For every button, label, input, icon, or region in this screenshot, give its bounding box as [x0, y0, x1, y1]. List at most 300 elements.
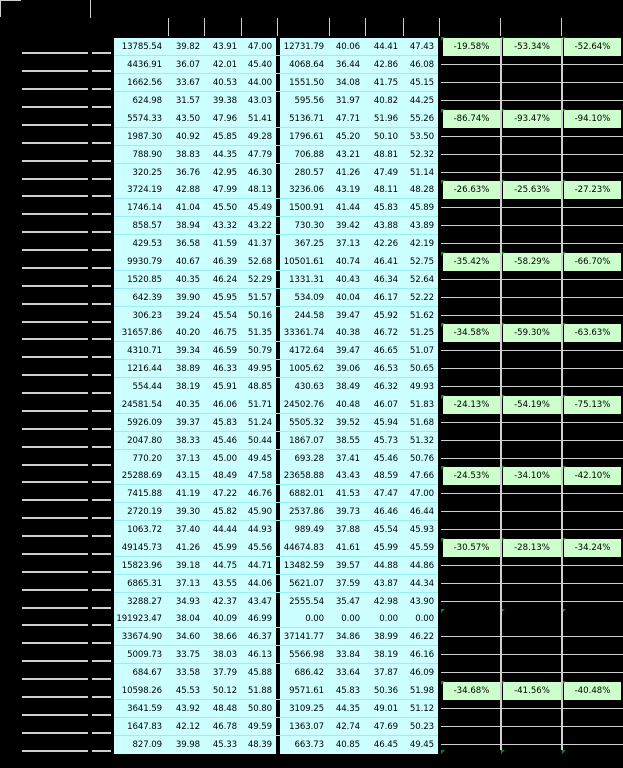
percent-change-cell[interactable]: -66.70%	[564, 253, 621, 271]
table-cell[interactable]: 39.06	[335, 364, 360, 374]
percent-change-cell[interactable]: -41.56%	[503, 682, 561, 700]
table-cell[interactable]: 46.65	[373, 346, 398, 356]
table-cell[interactable]: 37.41	[335, 453, 360, 464]
table-cell[interactable]: 46.46	[373, 507, 398, 517]
row-header-line[interactable]	[92, 464, 111, 466]
table-cell[interactable]: 45.54	[212, 310, 237, 321]
table-cell[interactable]: 46.78	[212, 721, 237, 732]
table-cell[interactable]: 43.47	[247, 596, 272, 607]
table-cell[interactable]: 24581.54	[121, 399, 162, 410]
row-header-line[interactable]	[92, 642, 111, 644]
table-cell[interactable]: 44.93	[247, 525, 272, 535]
percent-change-cell[interactable]: -34.58%	[443, 324, 500, 342]
table-cell[interactable]: 51.57	[247, 292, 272, 303]
table-cell[interactable]: 53.50	[409, 131, 434, 142]
table-cell[interactable]: 39.47	[335, 346, 360, 356]
row-header-line[interactable]	[92, 303, 111, 305]
row-header-line[interactable]	[92, 338, 111, 340]
table-cell[interactable]: 37141.77	[283, 632, 324, 642]
row-header-line[interactable]	[22, 428, 88, 430]
table-cell[interactable]: 44.41	[373, 42, 398, 52]
percent-change-cell[interactable]: -40.48%	[564, 682, 621, 700]
table-cell[interactable]: 41.59	[212, 239, 237, 249]
table-cell[interactable]: 6865.31	[127, 578, 162, 589]
table-cell[interactable]: 40.38	[335, 328, 360, 338]
table-cell[interactable]: 46.33	[212, 364, 237, 374]
table-cell[interactable]: 13785.54	[121, 42, 162, 52]
table-cell[interactable]: 49145.73	[121, 542, 162, 553]
percent-change-cell[interactable]: -34.10%	[503, 467, 561, 485]
table-cell[interactable]: 51.14	[409, 167, 434, 178]
table-cell[interactable]: 1331.31	[289, 274, 324, 285]
table-cell[interactable]: 51.68	[409, 417, 434, 428]
table-cell[interactable]: 51.88	[247, 685, 272, 696]
table-cell[interactable]: 50.23	[409, 721, 434, 732]
table-cell[interactable]: 41.04	[175, 203, 200, 213]
table-cell[interactable]: 38.03	[212, 650, 237, 660]
table-cell[interactable]: 34.93	[175, 596, 200, 607]
table-cell[interactable]: 49.59	[247, 721, 272, 732]
table-cell[interactable]: 45.99	[373, 542, 398, 553]
table-cell[interactable]: 45.83	[212, 417, 237, 428]
table-cell[interactable]: 46.32	[373, 382, 398, 392]
table-cell[interactable]: 770.20	[132, 453, 162, 464]
table-cell[interactable]: 42.88	[175, 185, 200, 195]
table-cell[interactable]: 40.82	[373, 96, 398, 106]
table-cell[interactable]: 45.99	[212, 542, 237, 553]
table-cell[interactable]: 45.90	[247, 507, 272, 517]
table-cell[interactable]: 595.56	[294, 96, 324, 106]
table-cell[interactable]: 44.88	[373, 560, 398, 571]
table-cell[interactable]: 46.72	[373, 328, 398, 338]
table-cell[interactable]: 43.21	[335, 149, 360, 160]
percent-change-cell[interactable]: -59.30%	[503, 324, 561, 342]
table-cell[interactable]: 5574.33	[127, 113, 162, 124]
table-cell[interactable]: 191923.47	[116, 614, 162, 624]
table-cell[interactable]: 788.90	[132, 149, 162, 160]
table-cell[interactable]: 42.37	[212, 596, 237, 607]
table-cell[interactable]: 827.09	[132, 739, 162, 750]
table-cell[interactable]: 33.58	[175, 668, 200, 678]
column-header-divider[interactable]	[90, 0, 91, 18]
table-cell[interactable]: 40.09	[212, 614, 237, 624]
table-cell[interactable]: 45.20	[335, 131, 360, 142]
row-header-line[interactable]	[22, 446, 88, 448]
table-cell[interactable]: 45.82	[212, 507, 237, 517]
table-cell[interactable]: 45.00	[212, 453, 237, 464]
row-header-line[interactable]	[92, 285, 111, 287]
table-cell[interactable]: 50.12	[212, 685, 237, 696]
row-header-line[interactable]	[92, 195, 111, 197]
table-cell[interactable]: 1662.56	[127, 78, 162, 88]
table-cell[interactable]: 52.32	[409, 149, 434, 160]
percent-change-cell[interactable]: -34.24%	[564, 539, 621, 557]
row-header-line[interactable]	[22, 285, 88, 287]
row-header-line[interactable]	[92, 607, 111, 609]
table-cell[interactable]: 40.06	[335, 42, 360, 52]
table-cell[interactable]: 51.12	[409, 703, 434, 714]
table-cell[interactable]: 33674.90	[121, 632, 162, 642]
row-header-line[interactable]	[92, 231, 111, 233]
table-cell[interactable]: 38.83	[175, 149, 200, 160]
table-cell[interactable]: 31657.86	[121, 328, 162, 338]
row-header-line[interactable]	[92, 446, 111, 448]
table-cell[interactable]: 1005.62	[289, 364, 324, 374]
table-cell[interactable]: 34.08	[335, 78, 360, 88]
table-cell[interactable]: 47.00	[247, 42, 272, 52]
table-cell[interactable]: 50.10	[373, 131, 398, 142]
table-cell[interactable]: 43.92	[175, 703, 200, 714]
table-cell[interactable]: 46.13	[247, 650, 272, 660]
table-cell[interactable]: 1987.30	[127, 131, 162, 142]
table-cell[interactable]: 45.53	[175, 685, 200, 696]
table-cell[interactable]: 39.52	[335, 417, 360, 428]
column-header-divider[interactable]	[204, 18, 205, 36]
percent-change-cell[interactable]: -25.63%	[503, 181, 561, 199]
table-cell[interactable]: 38.55	[335, 435, 360, 446]
table-cell[interactable]: 15823.96	[121, 560, 162, 571]
percent-change-cell[interactable]: -24.13%	[443, 396, 500, 414]
table-cell[interactable]: 44.35	[212, 149, 237, 160]
table-cell[interactable]: 2047.80	[127, 435, 162, 446]
table-cell[interactable]: 2720.19	[127, 507, 162, 517]
table-cell[interactable]: 51.41	[247, 113, 272, 124]
table-cell[interactable]: 1216.44	[127, 364, 162, 374]
table-cell[interactable]: 45.50	[212, 203, 237, 213]
column-header-divider[interactable]	[168, 18, 169, 36]
table-cell[interactable]: 37.13	[335, 239, 360, 249]
table-cell[interactable]: 38.04	[175, 614, 200, 624]
table-cell[interactable]: 5621.07	[289, 578, 324, 589]
table-cell[interactable]: 52.75	[409, 256, 434, 267]
table-cell[interactable]: 3641.59	[127, 703, 162, 714]
column-header-divider[interactable]	[561, 18, 562, 36]
row-header-line[interactable]	[92, 249, 111, 251]
table-cell[interactable]: 23658.88	[283, 471, 324, 481]
table-cell[interactable]: 45.94	[373, 417, 398, 428]
row-header-line[interactable]	[22, 142, 88, 144]
table-cell[interactable]: 367.25	[294, 239, 324, 249]
table-cell[interactable]: 43.03	[247, 96, 272, 106]
table-cell[interactable]: 47.71	[335, 113, 360, 124]
row-header-line[interactable]	[92, 678, 111, 680]
table-cell[interactable]: 46.45	[373, 739, 398, 750]
table-cell[interactable]: 41.53	[335, 489, 360, 499]
row-header-line[interactable]	[92, 267, 111, 269]
table-cell[interactable]: 39.90	[175, 292, 200, 303]
table-cell[interactable]: 45.46	[212, 435, 237, 446]
table-cell[interactable]: 43.88	[373, 221, 398, 231]
table-cell[interactable]: 51.62	[409, 310, 434, 321]
table-cell[interactable]: 320.25	[132, 167, 162, 178]
table-cell[interactable]: 51.96	[373, 113, 398, 124]
column-header-divider[interactable]	[403, 18, 404, 36]
table-cell[interactable]: 34.60	[175, 632, 200, 642]
row-header-line[interactable]	[22, 321, 88, 323]
table-cell[interactable]: 45.40	[247, 60, 272, 70]
row-header-line[interactable]	[92, 178, 111, 180]
table-cell[interactable]: 47.99	[212, 185, 237, 195]
row-header-line[interactable]	[92, 70, 111, 72]
table-cell[interactable]: 624.98	[132, 96, 162, 106]
table-cell[interactable]: 46.08	[409, 60, 434, 70]
table-cell[interactable]: 1647.83	[127, 721, 162, 732]
table-cell[interactable]: 44.06	[247, 578, 272, 589]
table-cell[interactable]: 49.01	[373, 703, 398, 714]
table-cell[interactable]: 35.47	[335, 596, 360, 607]
table-cell[interactable]: 7415.88	[127, 489, 162, 499]
table-cell[interactable]: 47.49	[373, 167, 398, 178]
table-cell[interactable]: 46.37	[247, 632, 272, 642]
table-cell[interactable]: 44.34	[409, 578, 434, 589]
table-cell[interactable]: 25288.69	[121, 471, 162, 481]
percent-change-cell[interactable]: -86.74%	[443, 110, 500, 128]
table-cell[interactable]: 39.57	[335, 560, 360, 571]
table-cell[interactable]: 38.49	[335, 382, 360, 392]
table-cell[interactable]: 33.64	[335, 668, 360, 678]
table-cell[interactable]: 49.28	[247, 131, 272, 142]
table-cell[interactable]: 43.87	[373, 578, 398, 589]
table-cell[interactable]: 12731.79	[283, 42, 324, 52]
table-cell[interactable]: 48.11	[373, 185, 398, 195]
table-cell[interactable]: 45.46	[373, 453, 398, 464]
percent-change-cell[interactable]: -54.19%	[503, 396, 561, 414]
table-cell[interactable]: 47.79	[247, 149, 272, 160]
table-cell[interactable]: 40.35	[175, 274, 200, 285]
row-header-line[interactable]	[92, 124, 111, 126]
table-cell[interactable]: 45.54	[373, 525, 398, 535]
table-cell[interactable]: 44.35	[335, 703, 360, 714]
row-header-line[interactable]	[22, 499, 88, 501]
row-header-line[interactable]	[22, 481, 88, 483]
row-header-line[interactable]	[22, 624, 88, 626]
table-cell[interactable]: 46.76	[247, 489, 272, 499]
table-cell[interactable]: 45.83	[373, 203, 398, 213]
table-cell[interactable]: 989.49	[294, 525, 324, 535]
table-cell[interactable]: 41.26	[175, 542, 200, 553]
table-cell[interactable]: 42.26	[373, 239, 398, 249]
percent-change-cell[interactable]: -58.29%	[503, 253, 561, 271]
table-cell[interactable]: 4172.64	[289, 346, 324, 356]
row-header-line[interactable]	[22, 374, 88, 376]
row-header-line[interactable]	[22, 464, 88, 466]
table-cell[interactable]: 48.39	[247, 739, 272, 750]
table-cell[interactable]: 0.00	[341, 614, 360, 624]
table-cell[interactable]: 1500.91	[289, 203, 324, 213]
table-cell[interactable]: 5505.32	[289, 417, 324, 428]
table-cell[interactable]: 37.79	[212, 668, 237, 678]
table-cell[interactable]: 34.86	[335, 632, 360, 642]
row-header-line[interactable]	[22, 70, 88, 72]
table-cell[interactable]: 46.16	[409, 650, 434, 660]
column-header-divider[interactable]	[241, 18, 242, 36]
table-cell[interactable]: 45.73	[373, 435, 398, 446]
row-header-line[interactable]	[22, 267, 88, 269]
table-cell[interactable]: 280.57	[294, 167, 324, 178]
table-cell[interactable]: 554.44	[132, 382, 162, 392]
table-cell[interactable]: 52.64	[409, 274, 434, 285]
percent-change-cell[interactable]: -42.10%	[564, 467, 621, 485]
table-cell[interactable]: 31.57	[175, 96, 200, 106]
table-cell[interactable]: 1520.85	[127, 274, 162, 285]
table-cell[interactable]: 36.58	[175, 239, 200, 249]
row-header-line[interactable]	[22, 732, 88, 734]
table-cell[interactable]: 642.39	[132, 292, 162, 303]
table-cell[interactable]: 48.48	[212, 703, 237, 714]
table-cell[interactable]: 42.01	[212, 60, 237, 70]
table-cell[interactable]: 50.36	[373, 685, 398, 696]
table-cell[interactable]: 46.59	[212, 346, 237, 356]
table-cell[interactable]: 45.92	[373, 310, 398, 321]
table-cell[interactable]: 51.35	[247, 328, 272, 338]
row-header-line[interactable]	[92, 624, 111, 626]
table-cell[interactable]: 52.29	[247, 274, 272, 285]
row-header-line[interactable]	[22, 660, 88, 662]
table-cell[interactable]: 38.19	[175, 382, 200, 392]
table-cell[interactable]: 429.53	[132, 239, 162, 249]
table-cell[interactable]: 39.18	[175, 560, 200, 571]
table-cell[interactable]: 33.75	[175, 650, 200, 660]
table-cell[interactable]: 43.55	[212, 578, 237, 589]
table-cell[interactable]: 43.43	[335, 471, 360, 481]
table-cell[interactable]: 684.67	[132, 668, 162, 678]
table-cell[interactable]: 43.32	[212, 221, 237, 231]
table-cell[interactable]: 49.95	[247, 364, 272, 374]
table-cell[interactable]: 48.49	[212, 471, 237, 481]
table-cell[interactable]: 41.44	[335, 203, 360, 213]
table-cell[interactable]: 45.83	[335, 685, 360, 696]
table-cell[interactable]: 858.57	[132, 221, 162, 231]
table-cell[interactable]: 2537.86	[289, 507, 324, 517]
row-header-line[interactable]	[92, 732, 111, 734]
table-cell[interactable]: 43.19	[335, 185, 360, 195]
table-cell[interactable]: 3109.25	[289, 703, 324, 714]
table-cell[interactable]: 40.74	[335, 256, 360, 267]
table-cell[interactable]: 47.47	[373, 489, 398, 499]
table-cell[interactable]: 1363.07	[289, 721, 324, 732]
table-cell[interactable]: 1867.07	[289, 435, 324, 446]
table-cell[interactable]: 49.45	[409, 739, 434, 750]
table-cell[interactable]: 39.47	[335, 310, 360, 321]
table-cell[interactable]: 44.44	[212, 525, 237, 535]
table-cell[interactable]: 33.84	[335, 650, 360, 660]
row-header-line[interactable]	[92, 517, 111, 519]
table-cell[interactable]: 693.28	[294, 453, 324, 464]
table-cell[interactable]: 4310.71	[127, 346, 162, 356]
table-cell[interactable]: 5009.73	[127, 650, 162, 660]
table-cell[interactable]: 39.34	[175, 346, 200, 356]
table-cell[interactable]: 45.88	[247, 668, 272, 678]
table-cell[interactable]: 40.04	[335, 292, 360, 303]
row-header-line[interactable]	[22, 356, 88, 358]
table-cell[interactable]: 39.98	[175, 739, 200, 750]
row-header-line[interactable]	[92, 410, 111, 412]
select-all-corner[interactable]	[0, 0, 21, 17]
percent-change-cell[interactable]: -34.68%	[443, 682, 500, 700]
table-cell[interactable]: 1551.50	[289, 78, 324, 88]
row-header-line[interactable]	[92, 392, 111, 394]
table-cell[interactable]: 13482.59	[283, 560, 324, 571]
table-cell[interactable]: 37.40	[175, 525, 200, 535]
percent-change-cell[interactable]: -19.58%	[443, 38, 500, 56]
table-cell[interactable]: 43.89	[409, 221, 434, 231]
table-cell[interactable]: 49.93	[409, 382, 434, 392]
table-cell[interactable]: 44.86	[409, 560, 434, 571]
table-cell[interactable]: 38.94	[175, 221, 200, 231]
table-cell[interactable]: 306.23	[132, 310, 162, 321]
row-header-line[interactable]	[22, 553, 88, 555]
row-header-line[interactable]	[92, 481, 111, 483]
row-header-line[interactable]	[92, 374, 111, 376]
table-cell[interactable]: 51.98	[409, 685, 434, 696]
table-cell[interactable]: 51.07	[409, 346, 434, 356]
table-cell[interactable]: 47.66	[409, 471, 434, 481]
table-cell[interactable]: 9571.61	[289, 685, 324, 696]
table-cell[interactable]: 39.82	[175, 42, 200, 52]
row-header-line[interactable]	[22, 338, 88, 340]
row-header-line[interactable]	[22, 571, 88, 573]
table-cell[interactable]: 43.15	[175, 471, 200, 481]
row-header-line[interactable]	[92, 321, 111, 323]
table-cell[interactable]: 46.53	[373, 364, 398, 374]
table-cell[interactable]: 50.16	[247, 310, 272, 321]
row-header-line[interactable]	[92, 106, 111, 108]
table-cell[interactable]: 43.50	[175, 113, 200, 124]
row-header-line[interactable]	[92, 589, 111, 591]
table-cell[interactable]: 46.24	[212, 274, 237, 285]
table-cell[interactable]: 39.24	[175, 310, 200, 321]
table-cell[interactable]: 534.09	[294, 292, 324, 303]
row-header-line[interactable]	[92, 660, 111, 662]
row-header-line[interactable]	[92, 535, 111, 537]
table-cell[interactable]: 42.12	[175, 721, 200, 732]
row-header-line[interactable]	[22, 213, 88, 215]
row-header-line[interactable]	[92, 356, 111, 358]
table-cell[interactable]: 46.09	[409, 668, 434, 678]
table-cell[interactable]: 51.71	[247, 399, 272, 410]
table-cell[interactable]: 45.89	[409, 203, 434, 213]
table-cell[interactable]: 3724.19	[127, 185, 162, 195]
table-cell[interactable]: 0.00	[415, 614, 434, 624]
table-cell[interactable]: 1796.61	[289, 131, 324, 142]
table-cell[interactable]: 44674.83	[283, 542, 324, 553]
percent-change-cell[interactable]: -94.10%	[564, 110, 621, 128]
table-cell[interactable]: 46.06	[212, 399, 237, 410]
table-cell[interactable]: 43.91	[212, 42, 237, 52]
table-cell[interactable]: 50.65	[409, 364, 434, 374]
row-header-line[interactable]	[92, 571, 111, 573]
percent-change-cell[interactable]: -28.13%	[503, 539, 561, 557]
table-cell[interactable]: 45.95	[212, 292, 237, 303]
table-cell[interactable]: 46.22	[409, 632, 434, 642]
table-cell[interactable]: 39.73	[335, 507, 360, 517]
table-cell[interactable]: 42.86	[373, 60, 398, 70]
table-cell[interactable]: 37.13	[175, 453, 200, 464]
percent-change-cell[interactable]: -93.47%	[503, 110, 561, 128]
table-cell[interactable]: 5136.71	[289, 113, 324, 124]
table-cell[interactable]: 44.71	[247, 560, 272, 571]
table-cell[interactable]: 46.75	[212, 328, 237, 338]
row-header-line[interactable]	[22, 195, 88, 197]
row-header-line[interactable]	[22, 607, 88, 609]
row-header-line[interactable]	[92, 213, 111, 215]
table-cell[interactable]: 37.59	[335, 578, 360, 589]
percent-change-cell[interactable]: -35.42%	[443, 253, 500, 271]
percent-change-cell[interactable]: -27.23%	[564, 181, 621, 199]
table-cell[interactable]: 45.15	[409, 78, 434, 88]
table-cell[interactable]: 0.00	[379, 614, 398, 624]
table-cell[interactable]: 41.75	[373, 78, 398, 88]
